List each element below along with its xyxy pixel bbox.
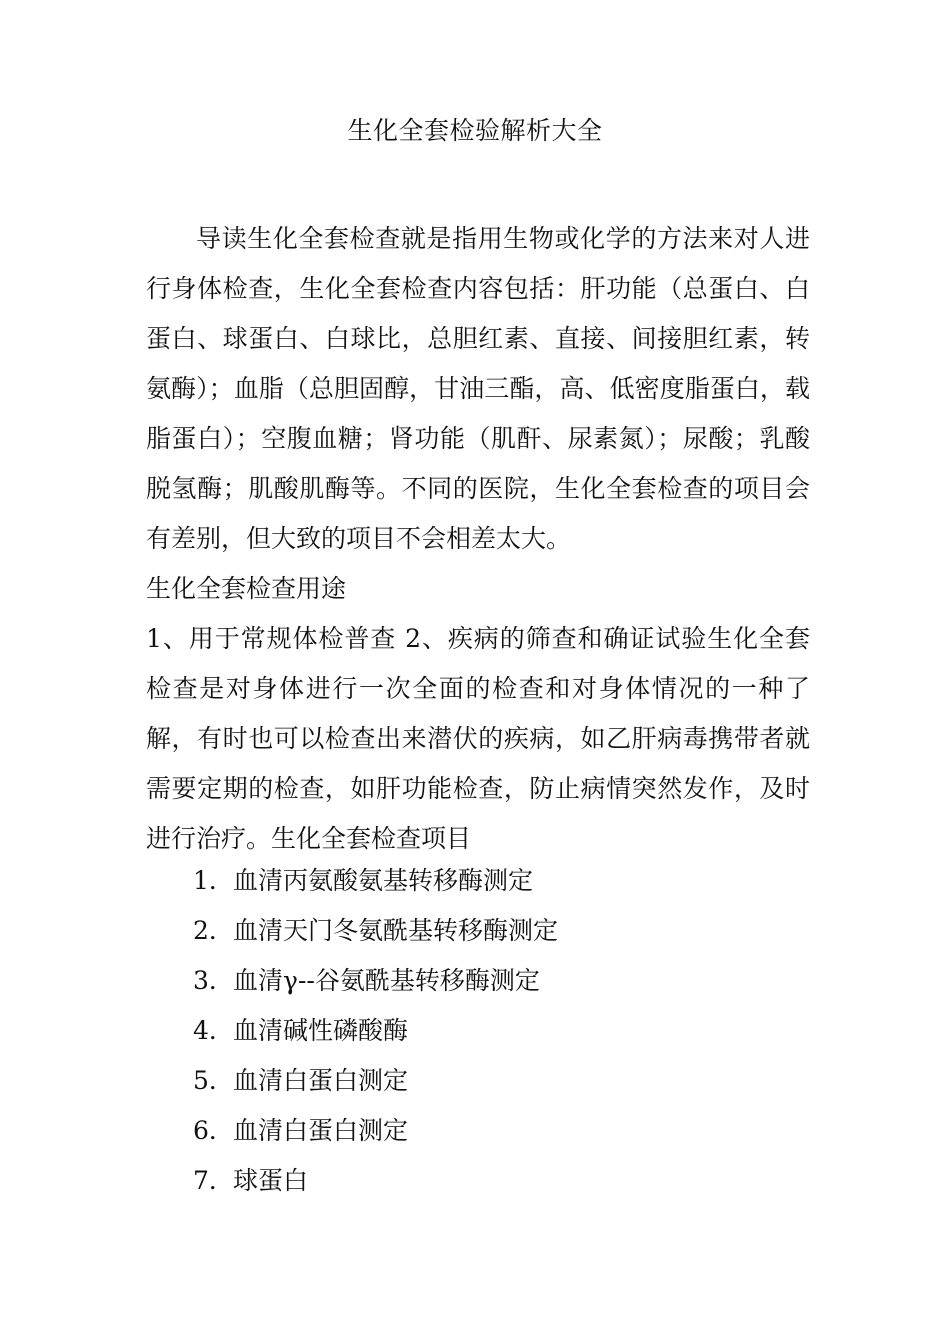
list-item-number: 2． bbox=[193, 916, 234, 945]
list-item-number: 6． bbox=[193, 1116, 234, 1145]
list-item-text: 血清γ--谷氨酰基转移酶测定 bbox=[233, 966, 540, 995]
list-item-number: 4． bbox=[193, 1016, 234, 1045]
intro-paragraph: 导读生化全套检查就是指用生物或化学的方法来对人进行身体检查，生化全套检查内容包括：肝功能（总蛋白、白蛋白、球蛋白、白球比，总胆红素、直接、间接胆红素，转氨酶）；血脂（总胆固醇，甘油三酯，高、低密度脂蛋白，载脂蛋白）；空腹血糖；肾功能（肌酐、尿素氮）；尿酸；乳酸脱氢酶；肌酸肌酶等。不同的医院，生化全套检查的项目会有差别，但大致的项目不会相差太大。 bbox=[146, 224, 810, 553]
list-item bbox=[193, 1156, 793, 1206]
document-body bbox=[146, 214, 810, 864]
list-item bbox=[193, 906, 793, 956]
list-item bbox=[193, 1056, 793, 1106]
list-item-number: 3． bbox=[193, 966, 234, 995]
section-heading-uses: 生化全套检查用途 bbox=[146, 574, 347, 603]
list-item-number: 5． bbox=[193, 1066, 234, 1095]
list-item-text: 血清白蛋白测定 bbox=[233, 1066, 409, 1095]
list-item bbox=[193, 856, 793, 906]
list-item-text: 血清丙氨酸氨基转移酶测定 bbox=[233, 866, 534, 895]
list-item bbox=[193, 1106, 793, 1156]
list-item bbox=[193, 1006, 793, 1056]
list-item-number: 1． bbox=[193, 866, 234, 895]
list-item-number: 7． bbox=[193, 1166, 234, 1195]
uses-paragraph: 1、用于常规体检普查 2、疾病的筛查和确证试验生化全套检查是对身体进行一次全面的检查和对身体情况的一种了解，有时也可以检查出来潜伏的疾病，如乙肝病毒携带者就需要定期的检查，如肝功能检查，防止病情突然发作，及时进行治疗。生化全套检查项目 bbox=[146, 624, 810, 853]
list-item-text: 血清白蛋白测定 bbox=[233, 1116, 409, 1145]
test-item-list bbox=[193, 856, 793, 1206]
document-title: 生化全套检验解析大全 bbox=[347, 116, 603, 145]
list-item-text: 球蛋白 bbox=[233, 1166, 309, 1195]
list-item-text: 血清天门冬氨酰基转移酶测定 bbox=[233, 916, 559, 945]
list-item-text: 血清碱性磷酸酶 bbox=[233, 1016, 409, 1045]
list-item bbox=[193, 956, 793, 1006]
